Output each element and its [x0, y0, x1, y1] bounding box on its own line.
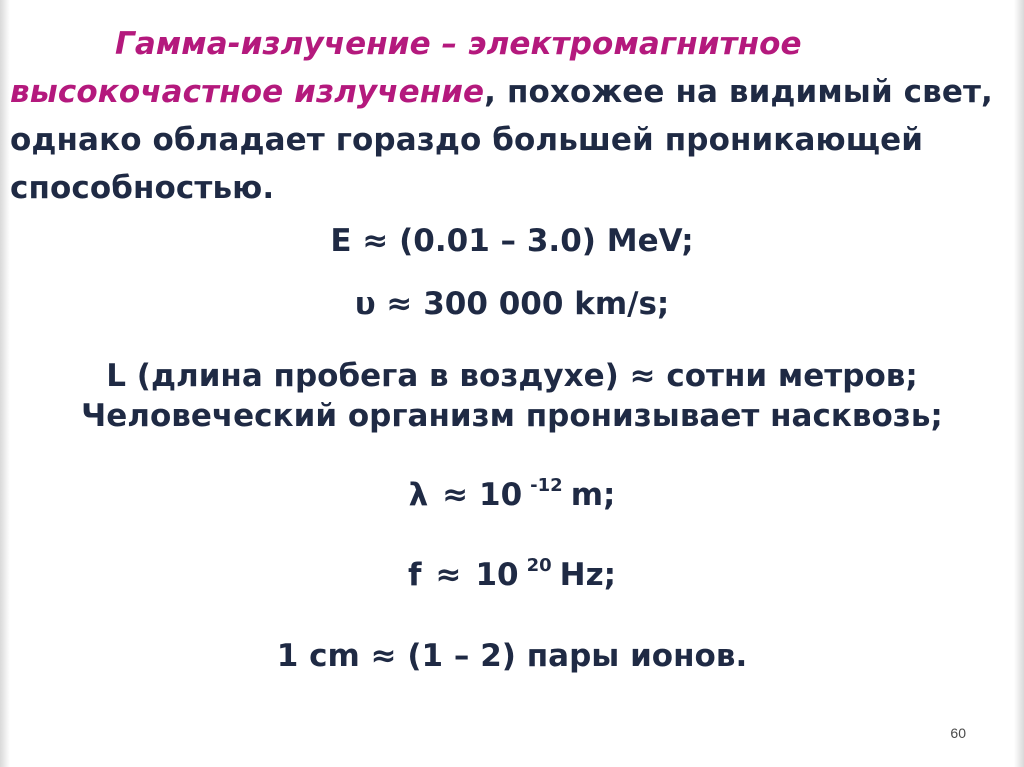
- frequency-symbol: f: [407, 557, 422, 593]
- frequency-exponent: 20: [526, 555, 552, 576]
- speed-text: υ ≈ 300 000 km/s;: [354, 286, 670, 322]
- intro-line-3: однако обладает гораздо большей проникающей: [10, 122, 924, 158]
- frequency-unit: Hz;: [559, 557, 617, 593]
- frequency-formula: [0, 556, 1024, 594]
- intro-line-2: [10, 68, 993, 116]
- ion-pairs-formula: [0, 637, 1024, 675]
- gamma-definition-highlight: Гамма-излучение – электромагнитное: [115, 26, 802, 62]
- body-penetration-text: Человеческий организм пронизывает насквозь;: [81, 398, 943, 434]
- intro-line-4: способностью.: [10, 170, 275, 206]
- intro-line-2-text: , похожее на видимый свет,: [484, 74, 993, 110]
- intro-paragraph: [10, 20, 993, 212]
- speed-formula: [0, 285, 1024, 323]
- wavelength-unit: m;: [570, 477, 616, 513]
- wavelength-symbol: λ: [408, 477, 429, 513]
- ion-pairs-text: 1 cm ≈ (1 – 2) пары ионов.: [276, 638, 748, 674]
- high-frequency-highlight: высокочастное излучение: [10, 74, 485, 110]
- energy-formula: [0, 222, 1024, 260]
- energy-text: E ≈ (0.01 – 3.0) MeV;: [330, 223, 694, 259]
- range-text: L (длина пробега в воздухе) ≈ сотни метров;: [106, 358, 918, 394]
- frequency-approx: ≈: [435, 557, 462, 593]
- page-number: 60: [950, 725, 966, 741]
- wavelength-approx: ≈ 10: [442, 477, 523, 513]
- body-penetration-statement: [0, 397, 1024, 435]
- frequency-base: 10: [475, 557, 519, 593]
- wavelength-exponent: -12: [530, 475, 563, 496]
- intro-line-1: [10, 20, 970, 68]
- wavelength-formula: [0, 476, 1024, 514]
- range-formula: [0, 357, 1024, 395]
